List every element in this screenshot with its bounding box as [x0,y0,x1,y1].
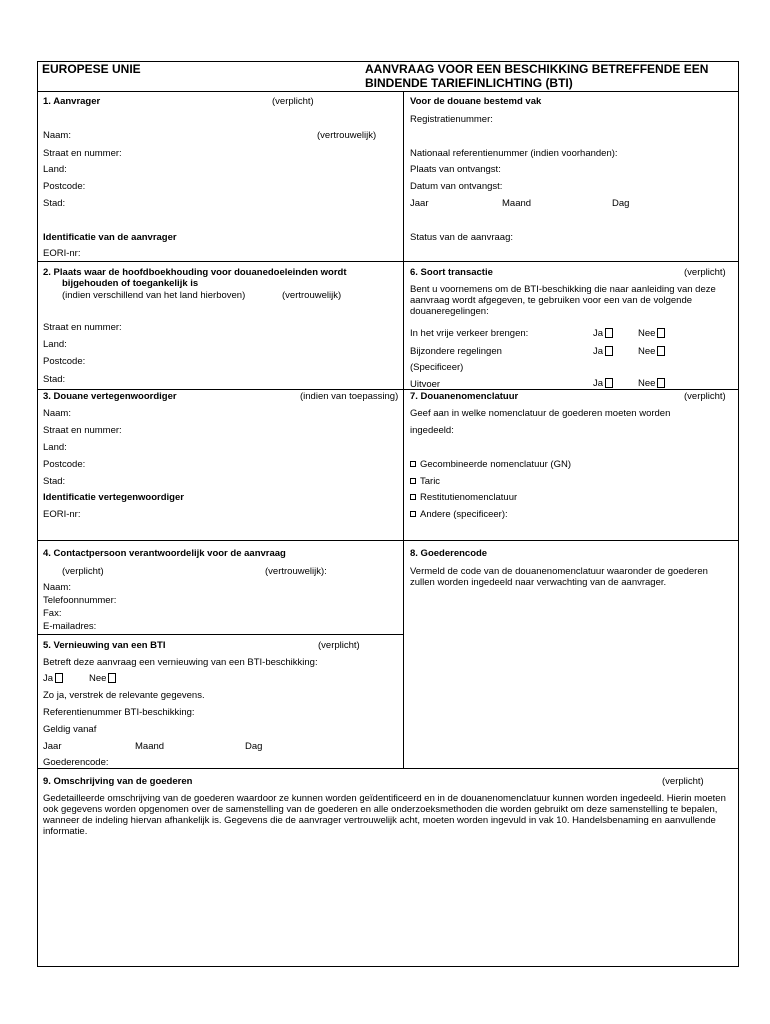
s4-required: (verplicht) [62,566,104,577]
s2-confidential: (vertrouwelijk) [282,290,342,301]
ja-label: Ja [593,346,604,357]
s1-naam-label: Naam: [43,130,71,141]
s5-title: 5. Vernieuwing van een BTI [43,640,166,651]
s2-note: (indien verschillend van het land hierboven) [62,290,246,301]
s9-required: (verplicht) [662,776,704,787]
s1-title: 1. Aanvrager [43,96,101,107]
s4-email-label: E-mailadres: [43,621,97,632]
checkbox[interactable] [410,478,416,484]
ja-checkbox[interactable] [605,346,613,356]
s2-postcode-label: Postcode: [43,356,86,367]
customs-status-label: Status van de aanvraag: [410,232,513,243]
ja-checkbox[interactable] [605,328,613,338]
s7-option-restitutie[interactable] [410,492,517,503]
nee-checkbox[interactable] [657,378,665,388]
s5-code-label: Goederencode: [43,757,109,768]
s4-title: 4. Contactpersoon verantwoordelijk voor de aanvraag [43,548,286,559]
s9-desc: Gedetailleerde omschrijving van de goederen waardoor ze kunnen worden geïdentificeerd en in de douanenomenclatuur kunnen worden ingedeeld. Hierin moeten ook gegevens worden opgenomen over de samenstelling van de goederen en alle onderzoeksmethoden die worden gebruikt om deze samenstelling te bepalen, wanneer de indeling hiervan afhankelijk is. Gegevens die de aanvrager vertrouwelijk acht, moeten worden ingevuld in vak 10. Handelsbenaming en aanvullende informatie. [43,793,726,837]
s2-stad-label: Stad: [43,374,66,385]
s6-row2b-label: (Specificeer) [410,362,464,373]
customs-date-label: Datum van ontvangst: [410,181,503,192]
s4-confidential: (vertrouwelijk): [265,566,327,577]
s3-note: (indien van toepassing) [300,391,399,402]
s7-option-gn[interactable] [410,459,571,470]
nee-checkbox[interactable] [657,346,665,356]
divider [37,768,739,769]
s8-desc: Vermeld de code van de douanenomenclatuur waaronder de goederen zullen worden ingedeeld naar verwachting van de aanvrager. [410,566,708,588]
ja-label: Ja [43,673,54,684]
s3-land-label: Land: [43,442,67,453]
s4-fax-label: Fax: [43,608,62,619]
s6-desc: Bent u voornemens om de BTI-beschikking die naar aanleiding van deze aanvraag wordt afgegeven, te gebruiken voor een van de volgende douaneregelingen: [410,284,716,317]
s3-straat-label: Straat en nummer: [43,425,122,436]
s1-required: (verplicht) [272,96,314,107]
s2-land-label: Land: [43,339,67,350]
divider [37,91,739,92]
s5-required: (verplicht) [318,640,360,651]
option-label: Taric [420,476,441,487]
s4-naam-label: Naam: [43,582,71,593]
s3-naam-label: Naam: [43,408,71,419]
s5-ja[interactable] [43,673,63,684]
s7-option-andere[interactable] [410,509,508,520]
divider [403,91,404,768]
s8-title: 8. Goederencode [410,548,488,559]
nee-label: Nee [638,328,656,339]
nee-label: Nee [638,346,656,357]
s5-ref-label: Referentienummer BTI-beschikking: [43,707,195,718]
s5-dag-label: Dag [245,741,263,752]
s6-row1-nee[interactable] [638,328,665,339]
customs-place-label: Plaats van ontvangst: [410,164,501,175]
s1-ident-label: Identificatie van de aanvrager [43,232,177,243]
nee-label: Nee [89,673,107,684]
s6-row1-ja[interactable] [593,328,613,339]
s6-row2-label: Bijzondere regelingen [410,346,502,357]
customs-dag-label: Dag [612,198,630,209]
s9-title: 9. Omschrijving van de goederen [43,776,193,787]
s6-row1-label: In het vrije verkeer brengen: [410,328,529,339]
s1-confidential: (vertrouwelijk) [317,130,377,141]
nee-checkbox[interactable] [108,673,116,683]
nee-checkbox[interactable] [657,328,665,338]
s5-ifyes: Zo ja, verstrek de relevante gegevens. [43,690,205,701]
s6-row2-nee[interactable] [638,346,665,357]
s2-title-line2: bijgehouden of toegankelijk is [62,278,199,289]
s5-nee[interactable] [89,673,116,684]
ja-label: Ja [593,328,604,339]
s7-desc1: Geef aan in welke nomenclatuur de goederen moeten worden [410,408,671,419]
divider [37,389,739,390]
header-right-line1: AANVRAAG VOOR EEN BESCHIKKING BETREFFENDE EEN [365,62,709,76]
checkbox[interactable] [410,461,416,467]
header-right-line2: BINDENDE TARIEFINLICHTING (BTI) [365,76,573,90]
s7-required: (verplicht) [684,391,726,402]
s7-option-taric[interactable] [410,476,440,487]
s2-straat-label: Straat en nummer: [43,322,122,333]
s1-straat-label: Straat en nummer: [43,148,122,159]
s2-title-line1: 2. Plaats waar de hoofdboekhouding voor douanedoeleinden wordt [43,267,347,278]
checkbox[interactable] [410,494,416,500]
s3-eori-label: EORI-nr: [43,509,81,520]
s5-question: Betreft deze aanvraag een vernieuwing van een BTI-beschikking: [43,657,318,668]
s1-eori-label: EORI-nr: [43,248,81,259]
customs-reg-label: Registratienummer: [410,114,493,125]
s3-ident-label: Identificatie vertegenwoordiger [43,492,184,503]
s6-row3-nee[interactable] [638,378,665,389]
ja-checkbox[interactable] [55,673,63,683]
s6-row3-label: Uitvoer [410,379,441,390]
nee-label: Nee [638,378,656,389]
s6-required: (verplicht) [684,267,726,278]
divider [37,634,403,635]
ja-checkbox[interactable] [605,378,613,388]
divider [37,261,739,262]
s3-postcode-label: Postcode: [43,459,86,470]
divider [37,540,739,541]
customs-title: Voor de douane bestemd vak [410,96,542,107]
s1-postcode-label: Postcode: [43,181,86,192]
option-label: Andere (specificeer): [420,509,508,520]
s3-stad-label: Stad: [43,476,66,487]
customs-jaar-label: Jaar [410,198,429,209]
s5-maand-label: Maand [135,741,165,752]
s3-title: 3. Douane vertegenwoordiger [43,391,177,402]
option-label: Restitutienomenclatuur [420,492,518,503]
s7-title: 7. Douanenomenclatuur [410,391,519,402]
s7-desc2: ingedeeld: [410,425,454,436]
s1-land-label: Land: [43,164,67,175]
option-label: Gecombineerde nomenclatuur (GN) [420,459,572,470]
header-left: EUROPESE UNIE [42,62,141,76]
s6-row2-ja[interactable] [593,346,613,357]
s5-jaar-label: Jaar [43,741,62,752]
s6-row3-ja[interactable] [593,378,613,389]
s5-valid-label: Geldig vanaf [43,724,97,735]
s6-title: 6. Soort transactie [410,267,493,278]
ja-label: Ja [593,378,604,389]
s1-stad-label: Stad: [43,198,66,209]
customs-maand-label: Maand [502,198,532,209]
s4-tel-label: Telefoonnummer: [43,595,117,606]
checkbox[interactable] [410,511,416,517]
customs-natref-label: Nationaal referentienummer (indien voorhanden): [410,148,618,159]
